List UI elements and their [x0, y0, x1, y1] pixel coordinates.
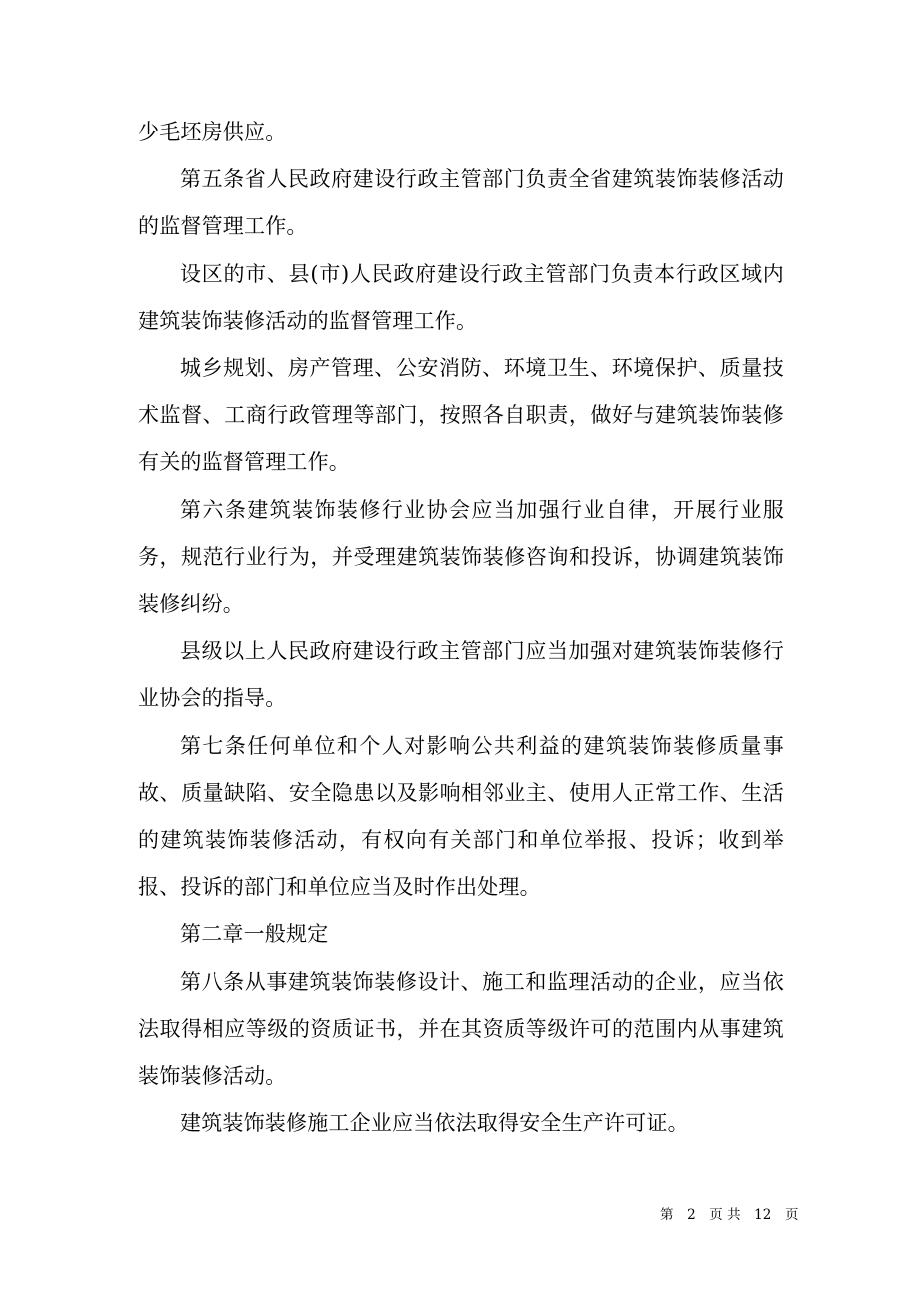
paragraph-district-authority: 设区的市、县(市)人民政府建设行政主管部门负责本行政区域内建筑装饰装修活动的监督管理工作。	[138, 261, 784, 333]
page-middle-text: 页 共	[709, 1207, 741, 1223]
paragraph-departments: 城乡规划、房产管理、公安消防、环境卫生、环境保护、质量技术监督、工商行政管理等部门，按照各自职责，做好与建筑装饰装修有关的监督管理工作。	[138, 356, 784, 475]
document-body	[138, 109, 784, 1147]
page-prefix: 第	[660, 1207, 674, 1223]
paragraph-article-5: 第五条省人民政府建设行政主管部门负责全省建筑装饰装修活动的监督管理工作。	[138, 167, 784, 239]
paragraph-article-7: 第七条任何单位和个人对影响公共利益的建筑装饰装修质量事故、质量缺陷、安全隐患以及影响相邻业主、使用人正常工作、生活的建筑装饰装修活动，有权向有关部门和单位举报、投诉；收到举报、投诉的部门和单位应当及时作出处理。	[138, 733, 784, 900]
chapter-heading: 第二章一般规定	[180, 922, 329, 947]
current-page-number: 2	[687, 1207, 696, 1223]
paragraph-continuation: 少毛坯房供应。	[138, 120, 287, 144]
paragraph-safety-permit: 建筑装饰装修施工企业应当依法取得安全生产许可证。	[180, 1111, 689, 1136]
total-pages-number: 12	[754, 1207, 772, 1223]
page-suffix: 页	[784, 1207, 799, 1223]
paragraph-article-6: 第六条建筑装饰装修行业协会应当加强行业自律，开展行业服务，规范行业行为，并受理建筑装饰装修咨询和投诉，协调建筑装饰装修纠纷。	[138, 497, 784, 617]
paragraph-article-8: 第八条从事建筑装饰装修设计、施工和监理活动的企业，应当依法取得相应等级的资质证书，并在其资质等级许可的范围内从事建筑装饰装修活动。	[138, 969, 784, 1089]
paragraph-association-guidance: 县级以上人民政府建设行政主管部门应当加强对建筑装饰装修行业协会的指导。	[138, 639, 784, 711]
page-number-footer	[660, 1206, 799, 1224]
